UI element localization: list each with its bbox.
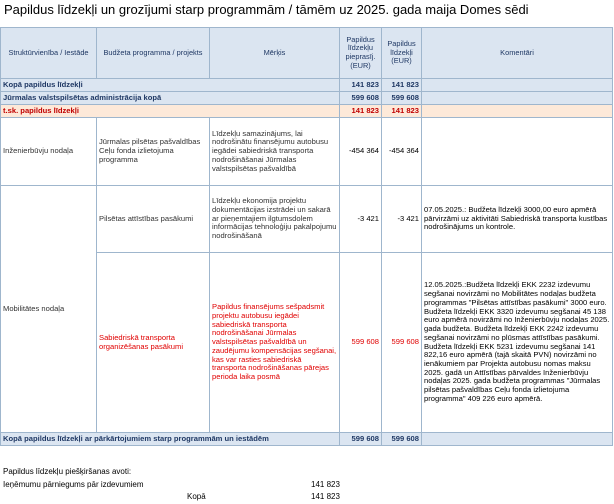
header-requested: Papildus līdzekļu pieprasīj. (EUR) — [340, 28, 382, 79]
row-allocated: 599 608 — [382, 253, 422, 433]
row-requested: 599 608 — [340, 253, 382, 433]
bottom-total-row — [1, 433, 613, 446]
table-row — [1, 118, 613, 186]
source-label: Ieņēmumu pārniegums pār izdevumiem — [3, 480, 144, 489]
header-unit: Struktūrvienība / Iestāde — [1, 28, 97, 79]
bottom-total-requested: 599 608 — [340, 433, 382, 446]
admin-requested: 599 608 — [340, 92, 382, 105]
row-unit: Inženierbūvju nodaļa — [1, 118, 97, 186]
row-goal: Papildus finansējums sešpadsmit projektu autobusu iegādei sabiedriskā transporta nodrošināšanai Jūrmalas valstspilsētas pašvaldībā un zaudējumu kompensācijas segšanai, kas var rasties sabiedriskā transporta nodrošināšanas pārejas perioda laika posmā — [210, 253, 340, 433]
budget-table — [0, 27, 613, 446]
header-program: Budžeta programma / projekts — [97, 28, 210, 79]
footer-total-value: 141 823 — [311, 492, 340, 501]
row-allocated: -3 421 — [382, 186, 422, 253]
subtotal-allocated: 141 823 — [382, 105, 422, 118]
table-row — [1, 186, 613, 253]
row-requested: -454 364 — [340, 118, 382, 186]
admin-allocated: 599 608 — [382, 92, 422, 105]
row-program: Jūrmalas pilsētas pašvaldības Ceļu fonda izlietojuma programma — [97, 118, 210, 186]
total-requested: 141 823 — [340, 79, 382, 92]
row-comment — [422, 118, 613, 186]
header-goal: Mērķis — [210, 28, 340, 79]
subtotal-requested: 141 823 — [340, 105, 382, 118]
subtotal-label: t.sk. papildus līdzekļi — [1, 105, 340, 118]
header-allocated: Papildus līdzekļi (EUR) — [382, 28, 422, 79]
bottom-total-label: Kopā papildus līdzekļi ar pārkārtojumiem starp programmām un iestādēm — [1, 433, 340, 446]
source-value: 141 823 — [311, 480, 340, 489]
row-unit: Mobilitātes nodaļa — [1, 186, 97, 433]
header-row — [1, 28, 613, 79]
subtotal-row — [1, 105, 613, 118]
row-comment: 07.05.2025.: Budžeta līdzekļi 3000,00 euro apmērā pārvirzāmi uz aktivitāti Sabiedriskā transporta kustības nodrošinājums un kontrole. — [422, 186, 613, 253]
total-label: Kopā papildus līdzekļi — [1, 79, 340, 92]
row-program: Sabiedriskā transporta organizēšanas pasākumi — [97, 253, 210, 433]
sources-title: Papildus līdzekļu piešķiršanas avoti: — [3, 467, 132, 476]
admin-label: Jūrmalas valstspilsētas administrācija kopā — [1, 92, 340, 105]
row-goal: Līdzekļu samazinājums, lai nodrošinātu finansējumu autobusu iegādei sabiedriskā transporta nodrošināšanai Jūrmalas valstspilsētas pašvaldībā — [210, 118, 340, 186]
row-program: Pilsētas attīstības pasākumi — [97, 186, 210, 253]
header-comments: Komentāri — [422, 28, 613, 79]
row-goal: Līdzekļu ekonomija projektu dokumentācijas izstrādei un sakarā ar pieņemtajiem ilgtumsdolem informācijas tehnoloģiju pakalpojumu nodrošināšanā — [210, 186, 340, 253]
admin-row — [1, 92, 613, 105]
total-row — [1, 79, 613, 92]
row-comment: 12.05.2025.:Budžeta līdzekļi EKK 2232 izdevumu segšanai novirzāmi no Mobilitātes nodaļas budžeta programmas "Pilsētas attīstības pasākumi" 3000 euro. Budžeta līdzekļi EKK 3320 izdevumu segšanai 45 138 euro apmērā novirzāmi no Inženierbūvju nodaļas 2025. gada budžeta. Budžeta līdzekļi EKK 2242 izdevumu segšanai novirzāmi no plūsmas attīstības pasākumi. Budžeta līdzekļi EKK 5231 izdevumu segšanai 141 822,16 euro apmērā (tajā skaitā PVN) novirzāmi no ienākumiem par Projekta autobusu nomas maksu 2025. gadā un Attīstības pārvaldes Inženierbūvju nodaļas 2025. gada budžeta programmas "Jūrmalas pilsētas pašvaldības Ceļu fonda izlietojuma programma" 409 226 euro apmērā. — [422, 253, 613, 433]
bottom-total-allocated: 599 608 — [382, 433, 422, 446]
page-title: Papildus līdzekļi un grozījumi starp programmām / tāmēm uz 2025. gada maija Domes sēdi — [4, 2, 529, 17]
footer-total-label: Kopā — [187, 492, 206, 501]
row-requested: -3 421 — [340, 186, 382, 253]
total-allocated: 141 823 — [382, 79, 422, 92]
row-allocated: -454 364 — [382, 118, 422, 186]
